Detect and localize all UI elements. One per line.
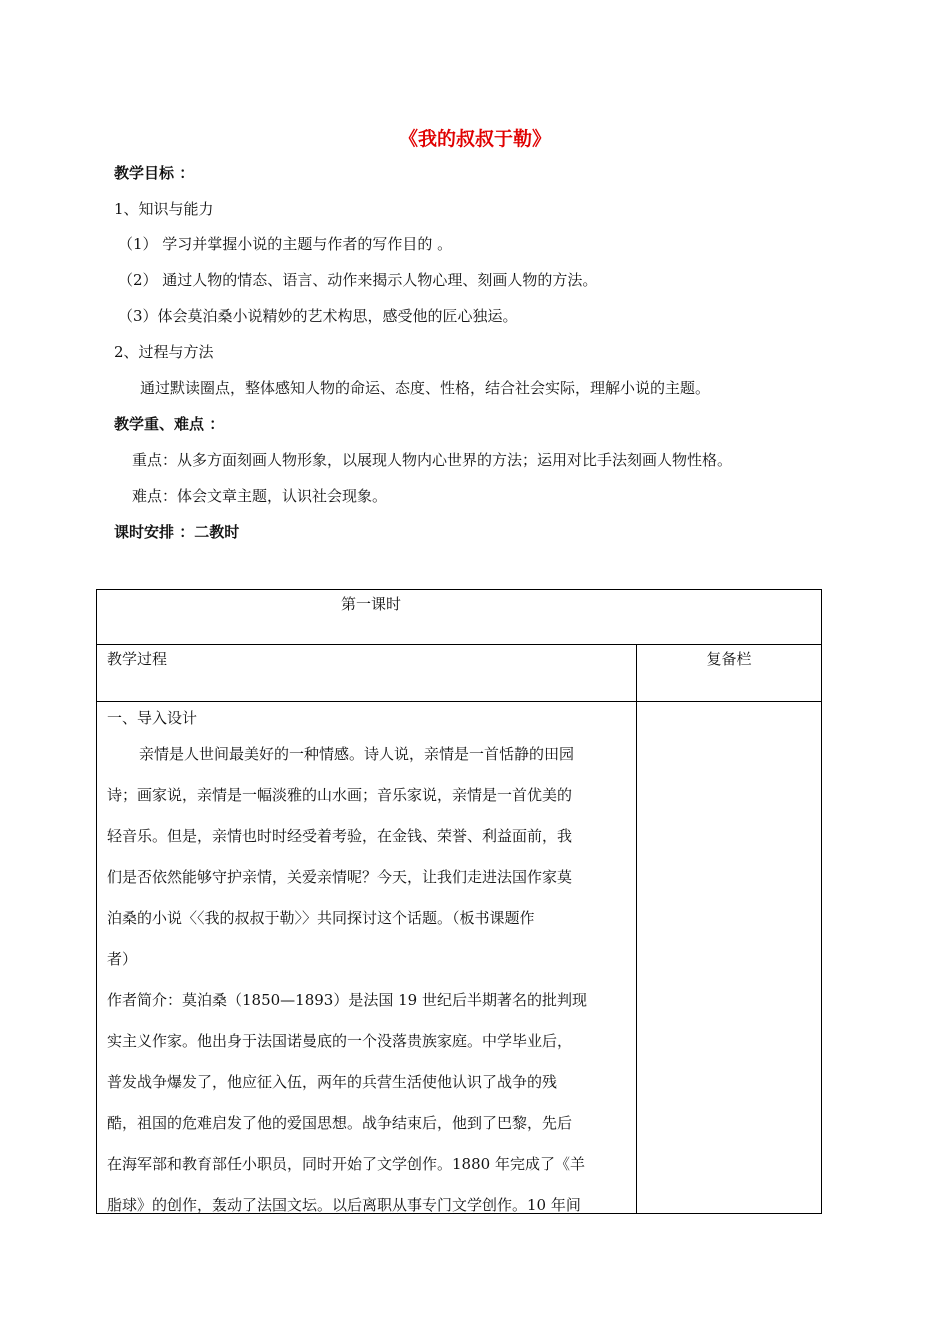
- intro-line-3: 轻音乐。但是，亲情也时时经受着考验，在金钱、荣誉、利益面前，我: [107, 827, 573, 845]
- lesson-label: 第一课时: [341, 595, 402, 613]
- lesson-row: [97, 590, 822, 645]
- author-line-5: 在海军部和教育部任小职员，同时开始了文学创作。1880 年完成了《羊: [107, 1155, 585, 1173]
- document-title: 《我的叔叔于勒》: [398, 128, 551, 150]
- review-header: 复备栏: [706, 650, 752, 668]
- knowledge-item-2: （2） 通过人物的情态、语言、动作来揭示人物心理、刻画人物的方法。: [118, 271, 598, 289]
- knowledge-item-1: （1） 学习并掌握小说的主题与作者的写作目的 。: [118, 235, 453, 253]
- schedule: 课时安排 ：二教时: [114, 523, 240, 541]
- section-title: 一、导入设计: [107, 709, 198, 727]
- intro-line-5: 泊桑的小说〈〈我的叔叔于勒〉〉共同探讨这个话题。（板书课题作: [107, 909, 535, 927]
- process-text: 通过默读圈点，整体感知人物的命运、态度、性格，结合社会实际，理解小说的主题。: [140, 379, 711, 397]
- intro-line-6: 者）: [107, 950, 138, 968]
- knowledge-heading: 1、知识与能力: [114, 200, 214, 218]
- author-line-6: 脂球》的创作，轰动了法国文坛。以后离职从事专门文学创作。10 年间: [107, 1196, 581, 1213]
- intro-line-2: 诗；画家说，亲情是一幅淡雅的山水画；音乐家说，亲情是一首优美的: [107, 786, 573, 804]
- author-line-2: 实主义作家。他出身于法国诺曼底的一个没落贵族家庭。中学毕业后，: [107, 1032, 573, 1050]
- content-cell: [97, 702, 637, 1214]
- author-line-3: 普发战争爆发了，他应征入伍，两年的兵营生活使他认识了战争的残: [107, 1073, 558, 1091]
- key-point: 重点：从多方面刻画人物形象，以展现人物内心世界的方法；运用对比手法刻画人物性格。: [132, 451, 733, 469]
- review-cell: [637, 702, 822, 1214]
- author-line-1: 作者简介：莫泊桑（1850—1893）是法国 19 世纪后半期著名的批判现: [107, 991, 587, 1009]
- objectives-heading: 教学目标 ：: [114, 164, 195, 182]
- process-heading: 2、过程与方法: [114, 343, 214, 361]
- content-row: [97, 702, 822, 1214]
- review-header-cell: [637, 645, 822, 702]
- difficult-point: 难点：体会文章主题，认识社会现象。: [132, 487, 388, 505]
- header-row: [97, 645, 822, 702]
- lesson-cell: [97, 590, 822, 645]
- intro-line-1: 亲情是人世间最美好的一种情感。诗人说，亲情是一首恬静的田园: [139, 745, 575, 763]
- knowledge-item-3: （3）体会莫泊桑小说精妙的艺术构思，感受他的匠心独运。: [118, 307, 518, 325]
- intro-line-4: 们是否依然能够守护亲情，关爱亲情呢？今天，让我们走进法国作家莫: [107, 868, 573, 886]
- process-header: 教学过程: [107, 650, 168, 668]
- process-header-cell: [97, 645, 637, 702]
- author-line-4: 酷，祖国的危难启发了他的爱国思想。战争结束后，他到了巴黎，先后: [107, 1114, 573, 1132]
- lesson-table: [96, 589, 822, 1214]
- key-points-heading: 教学重、难点 ：: [114, 415, 225, 433]
